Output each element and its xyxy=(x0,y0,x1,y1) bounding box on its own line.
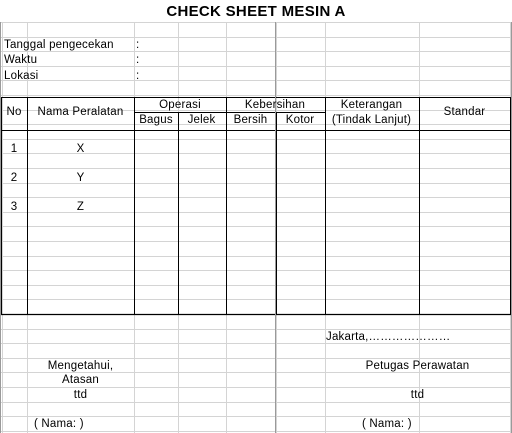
location-separator: : xyxy=(136,70,140,82)
name-right: ( Nama: ) xyxy=(362,418,412,430)
header-notes: Keterangan xyxy=(340,99,403,111)
header-cleanliness-clean: Bersih xyxy=(233,114,268,126)
row-2-equipment: Y xyxy=(76,172,85,184)
header-operation-bad: Jelek xyxy=(187,114,216,126)
row-1-no: 1 xyxy=(10,143,18,155)
time-separator: : xyxy=(136,54,140,66)
header-equipment: Nama Peralatan xyxy=(37,106,124,118)
name-left: ( Nama: ) xyxy=(34,418,84,430)
place-date: Jakarta,………………… xyxy=(326,331,451,343)
supervisor-label: Atasan xyxy=(61,374,99,386)
row-3-equipment: Z xyxy=(76,201,85,213)
header-operation-good: Bagus xyxy=(139,114,173,126)
acknowledged-label: Mengetahui, xyxy=(47,360,114,372)
sign-left: ttd xyxy=(73,389,88,401)
location-label: Lokasi xyxy=(4,70,39,82)
technician-label: Petugas Perawatan xyxy=(365,360,470,372)
date-label: Tanggal pengecekan xyxy=(4,39,114,51)
header-no: No xyxy=(6,106,22,118)
header-standard: Standar xyxy=(443,106,486,118)
header-cleanliness-dirty: Kotor xyxy=(285,114,315,126)
row-1-equipment: X xyxy=(76,143,85,155)
date-separator: : xyxy=(136,39,140,51)
header-cleanliness: Kebersihan xyxy=(244,99,306,111)
header-operation: Operasi xyxy=(159,99,201,111)
row-2-no: 2 xyxy=(10,172,18,184)
row-3-no: 3 xyxy=(10,201,18,213)
sign-right: ttd xyxy=(410,389,425,401)
header-notes-sub: (Tindak Lanjut) xyxy=(331,114,412,126)
sheet-title: CHECK SHEET MESIN A xyxy=(166,3,346,20)
time-label: Waktu xyxy=(4,54,38,66)
